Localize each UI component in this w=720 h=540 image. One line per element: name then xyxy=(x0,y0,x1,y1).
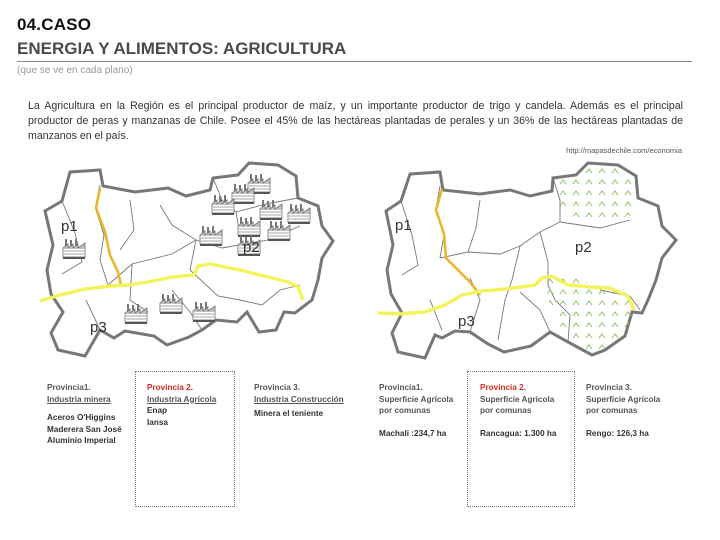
agri-p3 xyxy=(586,382,660,439)
agri-p2-value: Rancagua: 1.300 ha xyxy=(480,428,557,438)
intro-paragraph: La Agricultura en la Región es el principal productor de maíz, y un importante productor de trigo y candela. Además es el principal productor de peras y manzanas de Chile. Posee el 45% de las hectáreas plantadas de perales y un 36% de las hectáreas plantadas de manzanos en el país. xyxy=(28,100,683,142)
right-label-p3: p3 xyxy=(458,313,475,330)
industry-p1-item: Aluminio Imperial xyxy=(47,436,116,445)
agri-p1-line2: por comunas xyxy=(379,406,431,415)
page-note: (que se ve en cada plano) xyxy=(17,65,133,76)
left-label-p2: p2 xyxy=(243,239,260,256)
agri-p1-value: Machali :234,7 ha xyxy=(379,428,447,438)
right-label-p1: p1 xyxy=(395,217,412,234)
industry-p2-item: Enap xyxy=(147,406,168,415)
industry-p1-category: Industria minera xyxy=(47,394,111,404)
industry-p1-title: Provincia1. xyxy=(47,383,91,392)
industry-p2-category: Industria Agrícola xyxy=(147,394,217,404)
left-label-p3: p3 xyxy=(90,319,107,336)
agri-p3-value: Rengo: 126,3 ha xyxy=(586,428,649,438)
left-label-p1: p1 xyxy=(61,218,78,235)
industry-p1 xyxy=(47,382,122,447)
page-title: 04.CASO xyxy=(17,15,92,34)
industry-p2 xyxy=(147,382,216,428)
industry-p1-item: Maderera San José xyxy=(47,424,122,434)
source-link[interactable]: http://mapasdechile.com/economia xyxy=(566,146,682,155)
agri-p3-line1: Superficie Agrícola xyxy=(586,394,661,404)
agri-p2 xyxy=(480,382,556,439)
agri-p1-line1: Superficie Agrícola xyxy=(379,394,454,404)
industry-p1-item: Aceros O'Higgins xyxy=(47,413,116,422)
industry-p3-category: Industria Construcción xyxy=(254,394,344,404)
agri-p3-line2: por comunas xyxy=(586,406,638,415)
agri-p1-title: Provincia1. xyxy=(379,383,423,392)
right-map xyxy=(378,163,676,358)
agri-p2-title: Provincia 2. xyxy=(480,383,526,392)
industry-p2-title: Provincia 2. xyxy=(147,383,193,392)
agri-p3-title: Provincia 3. xyxy=(586,383,632,392)
industry-p3-title: Provincia 3. xyxy=(254,383,300,392)
industry-p3-item: Minera el teniente xyxy=(254,409,324,418)
agri-p2-line2: por comunas xyxy=(480,406,532,415)
agri-p2-line1: Superficie Agrícola xyxy=(480,394,555,404)
industry-p3 xyxy=(254,382,344,420)
left-region-outline xyxy=(45,163,333,356)
right-label-p2: p2 xyxy=(575,239,592,256)
page-subtitle: ENERGIA Y ALIMENTOS: AGRICULTURA xyxy=(17,39,347,58)
industry-p2-item: Iansa xyxy=(147,417,168,427)
left-map xyxy=(40,163,333,356)
agri-p1 xyxy=(379,382,453,439)
